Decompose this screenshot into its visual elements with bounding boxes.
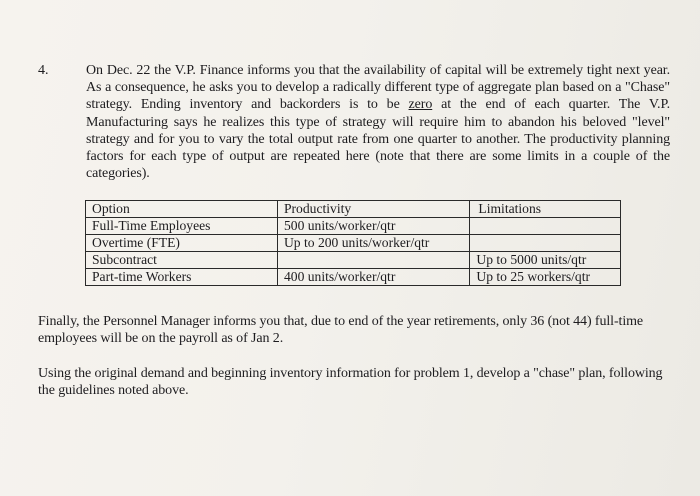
cell-option: Overtime (FTE): [86, 235, 278, 252]
cell-limitations: Up to 25 workers/qtr: [470, 269, 621, 286]
personnel-paragraph: Finally, the Personnel Manager informs you that, due to end of the year retirements, only 36 (not 44) full-time employees will be on the payroll as of Jan 2.: [38, 314, 644, 347]
cell-option: Subcontract: [86, 252, 278, 269]
cell-limitations: [470, 235, 621, 252]
intro-text-part-1: On Dec. 22 the V.P. Finance informs you that the availability of capital will be extremely tight next year. As a consequence, he asks you to develop a radically different type of aggregate plan based on a "Chase" strategy. Ending inventory and backorders is to be: [86, 63, 670, 113]
cell-limitations: Up to 5000 units/qtr: [470, 252, 621, 269]
header-limitations: Limitations: [470, 201, 621, 218]
productivity-table: [85, 200, 621, 286]
cell-option: Full-Time Employees: [86, 218, 278, 235]
cell-option: Part-time Workers: [86, 269, 278, 286]
problem-intro-paragraph: [86, 62, 670, 182]
table-row: [86, 252, 621, 269]
cell-productivity: 500 units/worker/qtr: [277, 218, 469, 235]
cell-productivity: 400 units/worker/qtr: [277, 269, 469, 286]
table-row: [86, 269, 621, 286]
table-header-row: [86, 201, 621, 218]
cell-productivity: [277, 252, 469, 269]
problem-number: 4.: [38, 63, 49, 78]
cell-productivity: Up to 200 units/worker/qtr: [277, 235, 469, 252]
cell-limitations: [470, 218, 621, 235]
intro-text-part-2: at the end of each quarter. The V.P. Manufacturing says he realizes this type of strategy will require him to abandon his beloved "level" strategy and for you to vary the total output rate from one quarter to another. The productivity planning factors for each type of output are repeated here (note that there are some limits in a couple of the categories).: [86, 97, 670, 182]
header-option: Option: [86, 201, 278, 218]
header-productivity: Productivity: [277, 201, 469, 218]
table-row: [86, 218, 621, 235]
table-row: [86, 235, 621, 252]
instruction-paragraph: Using the original demand and beginning inventory information for problem 1, develop a "chase" plan, following the guidelines noted above.: [38, 366, 663, 399]
intro-underlined-word: zero: [408, 97, 433, 113]
